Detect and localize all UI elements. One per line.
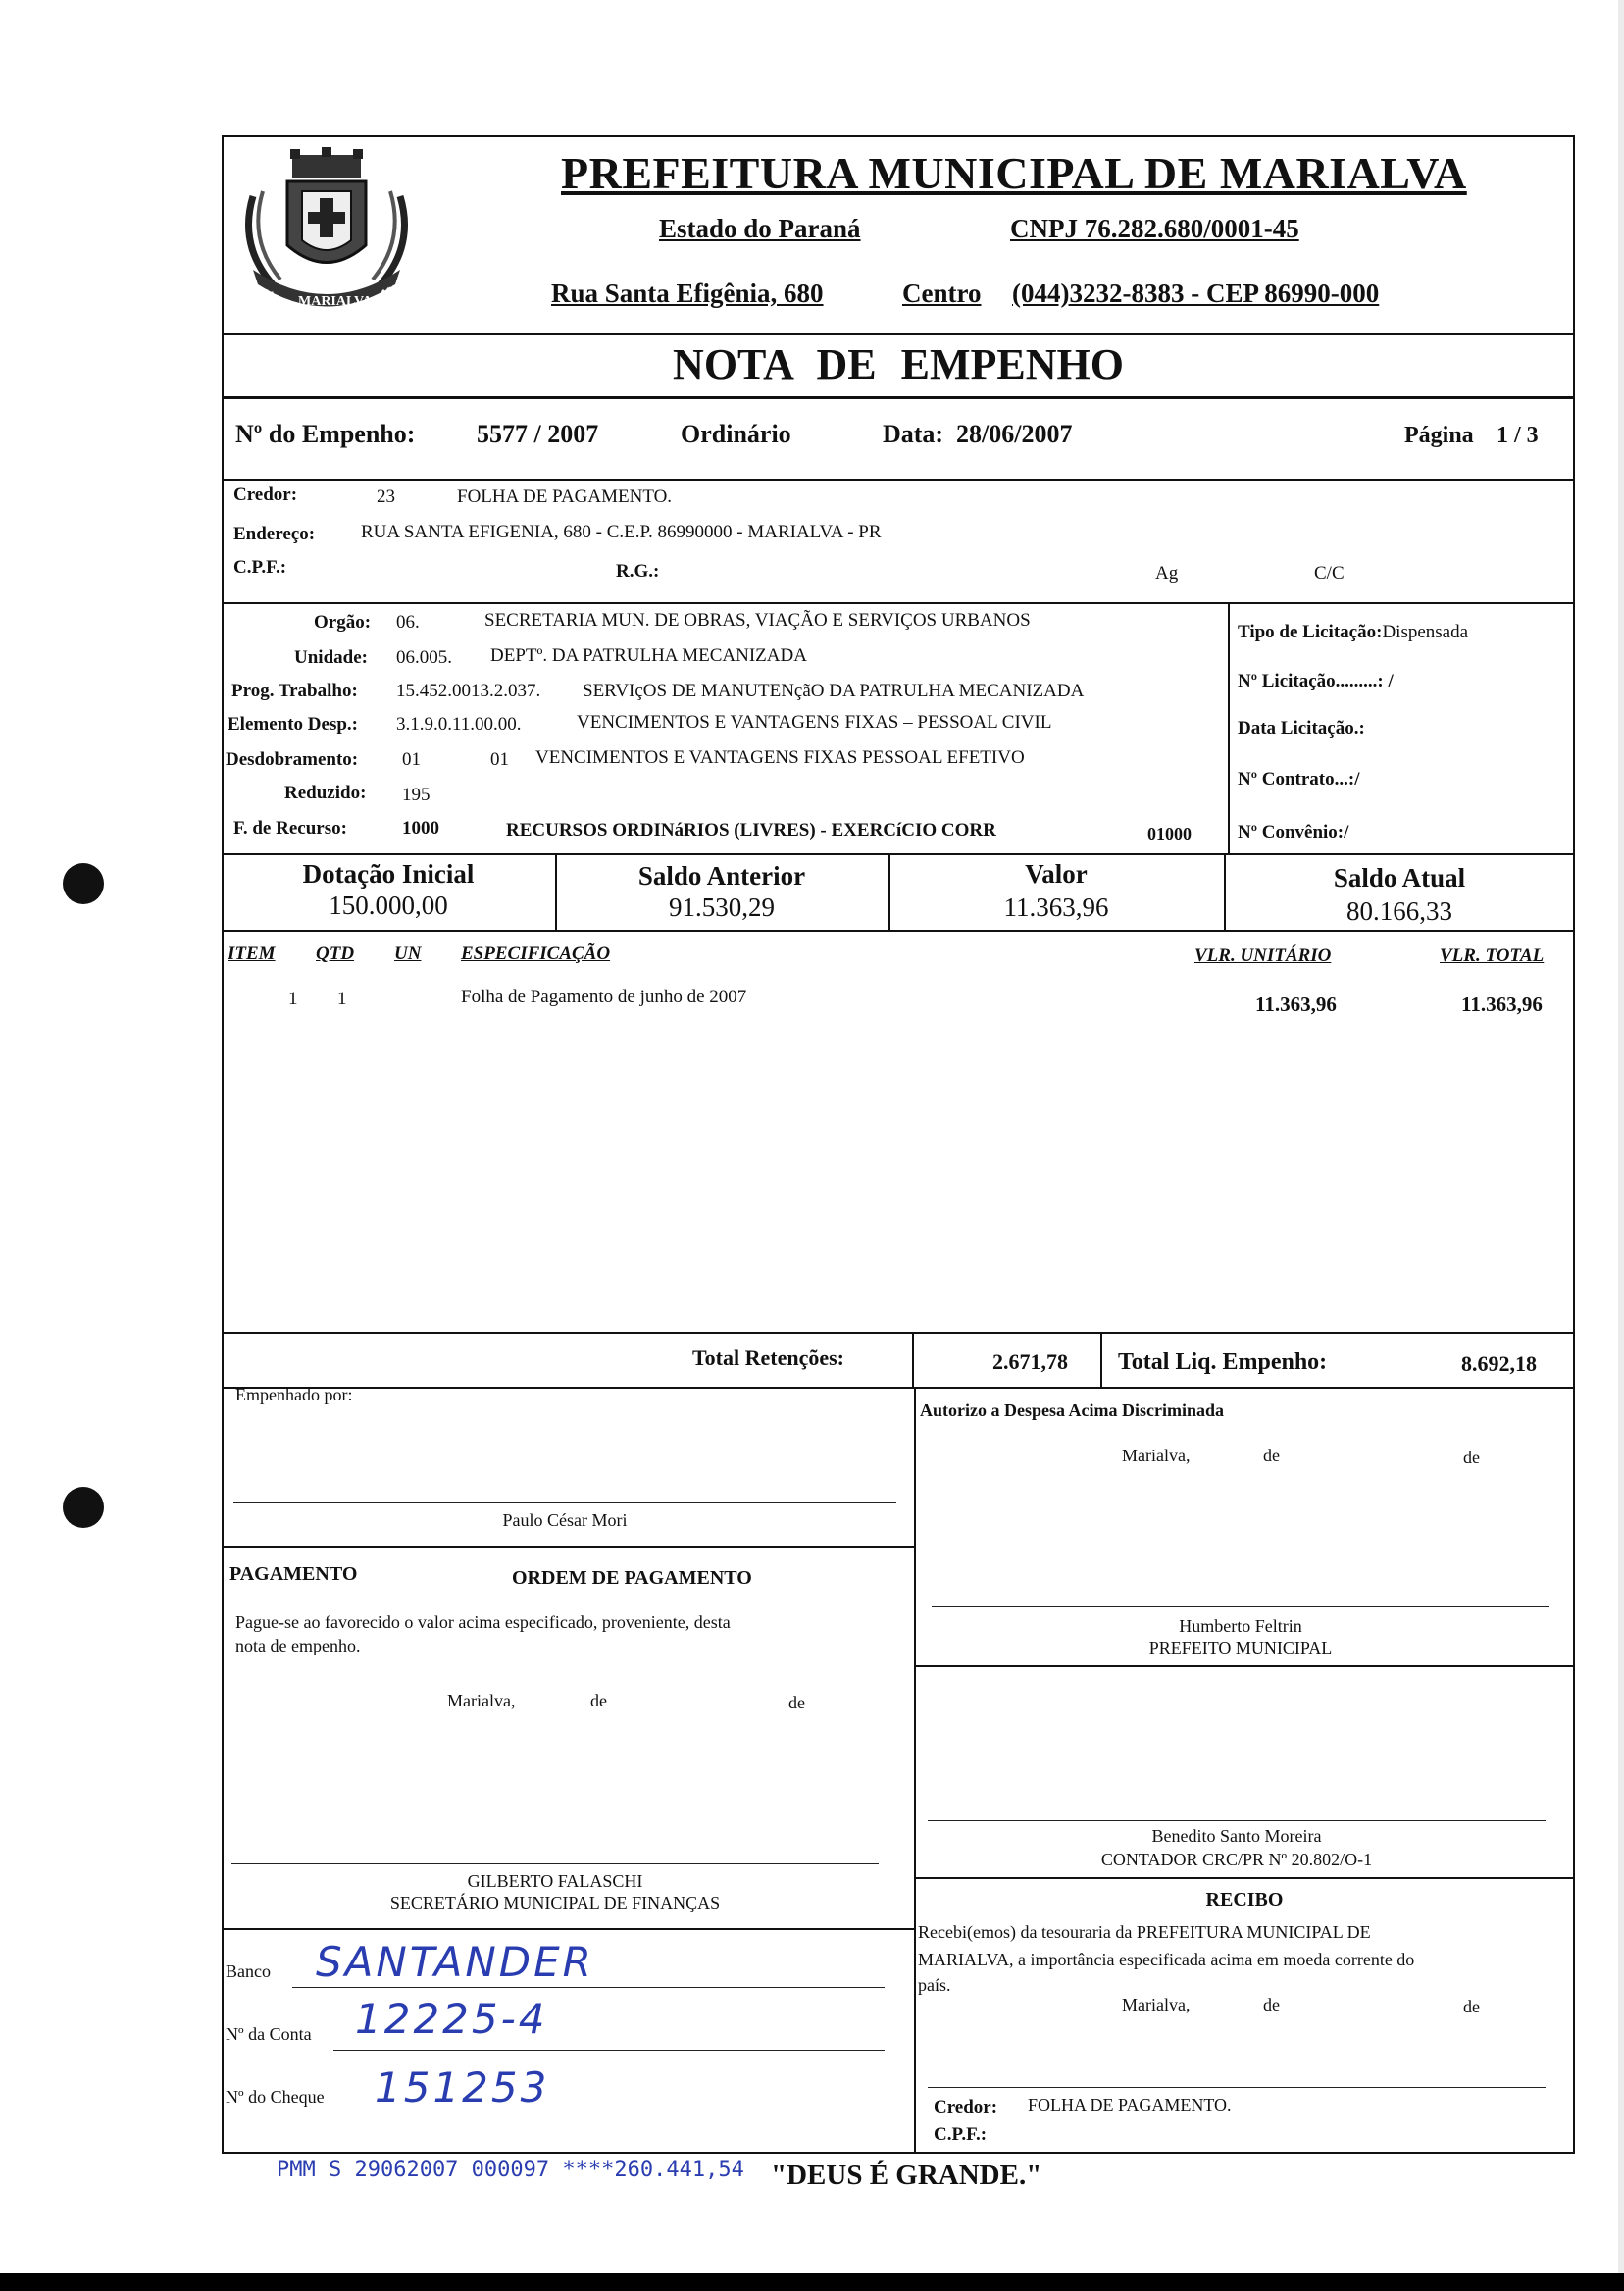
rg-label: R.G.: [616,561,660,582]
col-un: UN [394,943,422,964]
elemento-code: 3.1.9.0.11.00.00. [396,714,522,735]
punch-hole [63,863,104,904]
cpf-label: C.P.F.: [233,557,287,578]
desdobramento-desc: VENCIMENTOS E VANTAGENS FIXAS PESSOAL EFETIVO [535,747,1025,768]
divider [914,1877,1575,1879]
licitacao-tipo [1238,622,1468,643]
row-valor-total: 11.363,96 [1461,993,1543,1016]
banco-value: SANTANDER [316,1938,594,1986]
unidade-label: Unidade: [294,647,368,668]
saldo-anterior-label: Saldo Anterior [637,861,806,891]
autorizo-title: Autorizo a Despesa Acima Discriminada [920,1400,1224,1420]
document-title: NOTA DE EMPENHO [673,340,1124,388]
autorizo-city: Marialva, [1122,1446,1191,1465]
saldo-atual-value: 80.166,33 [1346,896,1452,926]
saldo-atual-label: Saldo Atual [1333,863,1466,892]
secretario-name: GILBERTO FALASCHI [467,1871,643,1891]
empenho-number-label: Nº do Empenho: [235,420,416,448]
recurso-code: 1000 [402,818,439,839]
row-valor-unitario: 11.363,96 [1255,993,1337,1016]
orgao-label: Orgão: [314,612,372,633]
contador-role: CONTADOR CRC/PR Nº 20.802/O-1 [1100,1850,1373,1869]
desdobramento-label: Desdobramento: [226,749,359,770]
prog-trabalho-label: Prog. Trabalho: [231,681,358,701]
row-especificacao: Folha de Pagamento de junho de 2007 [461,987,747,1007]
signature-line [233,1502,896,1503]
cheque-value: 151253 [375,2063,550,2112]
header-state: Estado do Paraná [659,214,861,243]
divider [222,396,1575,399]
prog-trabalho-desc: SERVIçOS DE MANUTENçãO DA PATRULHA MECANIZADA [583,681,1085,701]
col-item: ITEM [228,943,276,964]
scan-edge-bottom [0,2273,1624,2291]
credor-code: 23 [377,486,395,507]
credor-name: FOLHA DE PAGAMENTO. [457,486,673,507]
divider [222,1387,1575,1389]
divider [1100,1332,1102,1387]
conta-label: Nº da Conta [226,2024,312,2044]
total-retencoes-value: 2.671,78 [992,1349,1068,1374]
convenio-label: Nº Convênio:/ [1238,822,1349,842]
orgao-desc: SECRETARIA MUN. DE OBRAS, VIAÇÃO E SERVIÇOS URBANOS [484,610,1031,631]
pagamento-de: de [788,1693,805,1712]
desdobramento-code-1: 01 [402,749,421,770]
recibo-de: de [1263,1995,1280,2014]
signature-line [231,1863,879,1864]
conta-value: 12225-4 [355,1995,548,2043]
recurso-label: F. de Recurso: [233,818,347,839]
recibo-text: MARIALVA, a importância especificada acima em moeda corrente do [918,1950,1415,1969]
conta-line [333,2050,885,2051]
empenhado-name: Paulo César Mori [502,1510,628,1530]
pagamento-de: de [590,1691,607,1710]
divider [914,1387,916,2154]
empenhado-label: Empenhado por: [235,1385,353,1404]
unidade-desc: DEPTº. DA PATRULHA MECANIZADA [490,645,807,666]
crest-year-right: 1953 [378,278,408,302]
desdobramento-code-2: 01 [490,749,509,770]
footer-motto: "DEUS É GRANDE." [771,2160,1042,2191]
unidade-code: 06.005. [396,647,452,668]
payment-stamp: PMM S 29062007 000097 ****260.441,54 [277,2158,744,2182]
valor-value: 11.363,96 [1003,892,1109,922]
recibo-de: de [1463,1997,1480,2016]
col-valor-unitario: VLR. UNITÁRIO [1194,945,1332,966]
scan-edge [1618,0,1624,2291]
divider [222,333,1575,335]
divider [222,602,1575,604]
col-qtd: QTD [316,943,355,964]
secretario-role: SECRETÁRIO MUNICIPAL DE FINANÇAS [389,1893,721,1912]
recurso-desc: RECURSOS ORDINáRIOS (LIVRES) - EXERCíCIO CORR [506,820,996,840]
empenho-date: 28/06/2007 [956,420,1073,448]
cc-label: C/C [1314,563,1345,584]
divider [914,1665,1575,1667]
empenho-type: Ordinário [681,420,791,448]
elemento-label: Elemento Desp.: [228,714,358,735]
dotacao-inicial-value: 150.000,00 [329,891,448,920]
total-retencoes-label: Total Retenções: [692,1346,844,1370]
divider [912,1332,914,1387]
banco-line [292,1987,885,1988]
page-number: 1 / 3 [1497,423,1539,448]
divider [222,479,1575,481]
autorizo-de: de [1263,1446,1280,1465]
licitacao-tipo-value: Dispensada [1382,622,1469,642]
valor-label: Valor [1025,859,1088,889]
empenho-date-label: Data: [883,420,944,448]
signature-line [928,1820,1546,1821]
row-item: 1 [288,989,298,1009]
row-qtd: 1 [337,989,347,1009]
licitacao-tipo-label: Tipo de Licitação: [1238,622,1383,642]
header-district: Centro [902,279,982,308]
recibo-credor-label: Credor: [934,2097,998,2117]
signature-line [928,2087,1546,2088]
crest-name: MARIALVA [298,294,373,309]
signature-line [932,1606,1549,1607]
col-valor-total: VLR. TOTAL [1440,945,1545,966]
divider [222,930,1575,932]
licitacao-numero: Nº Licitação.........: / [1238,671,1394,691]
divider [222,853,1575,855]
col-especificacao: ESPECIFICAÇÃO [461,943,611,964]
pagamento-label: PAGAMENTO [229,1563,358,1585]
dotacao-inicial-label: Dotação Inicial [302,859,475,889]
recibo-city: Marialva, [1122,1995,1191,2014]
banco-label: Banco [226,1961,271,1981]
empenho-number: 5577 / 2007 [477,420,599,448]
saldo-anterior-value: 91.530,29 [669,892,775,922]
licitacao-data: Data Licitação.: [1238,718,1365,738]
pagamento-city: Marialva, [447,1691,516,1710]
pagamento-text: nota de empenho. [235,1636,361,1655]
header-phone-cep: (044)3232-8383 - CEP 86990-000 [1012,279,1380,308]
prog-trabalho-code: 15.452.0013.2.037. [396,681,541,701]
total-liquido-value: 8.692,18 [1461,1351,1537,1376]
credor-address: RUA SANTA EFIGENIA, 680 - C.E.P. 86990000 - MARIALVA - PR [361,522,882,542]
divider [222,1332,1575,1334]
address-label: Endereço: [233,524,316,544]
contador-name: Benedito Santo Moreira [1151,1826,1322,1846]
orgao-code: 06. [396,612,420,633]
header-address: Rua Santa Efigênia, 680 [551,279,824,308]
reduzido-label: Reduzido: [284,783,367,803]
prefeito-name: Humberto Feltrin [1179,1616,1302,1636]
ordem-pagamento-label: ORDEM DE PAGAMENTO [512,1567,752,1589]
total-liquido-label: Total Liq. Empenho: [1118,1349,1328,1375]
crest-year-left: 1951 [247,280,278,304]
divider [222,1928,914,1930]
divider [222,1546,914,1548]
municipal-crest [233,137,420,324]
recurso-number: 01000 [1147,824,1192,843]
recibo-text: Recebi(emos) da tesouraria da PREFEITURA MUNICIPAL DE [918,1922,1371,1942]
autorizo-de: de [1463,1448,1480,1467]
contrato-label: Nº Contrato...:/ [1238,769,1360,789]
credor-label: Credor: [233,484,298,505]
header-title: PREFEITURA MUNICIPAL DE MARIALVA [561,148,1467,198]
prefeito-role: PREFEITO MUNICIPAL [1148,1638,1333,1657]
header-cnpj: CNPJ 76.282.680/0001-45 [1010,214,1299,243]
divider [1228,602,1230,855]
recibo-cpf-label: C.P.F.: [934,2124,988,2145]
pagamento-text: Pague-se ao favorecido o valor acima especificado, proveniente, desta [235,1612,731,1632]
ag-label: Ag [1155,563,1179,584]
elemento-desc: VENCIMENTOS E VANTAGENS FIXAS – PESSOAL CIVIL [577,712,1052,733]
cheque-label: Nº do Cheque [226,2087,325,2107]
recibo-text: país. [918,1975,951,1995]
reduzido-value: 195 [402,785,431,805]
recibo-title: RECIBO [1205,1889,1284,1910]
page-label: Página [1404,423,1474,448]
punch-hole [63,1487,104,1528]
recibo-credor: FOLHA DE PAGAMENTO. [1028,2095,1232,2114]
